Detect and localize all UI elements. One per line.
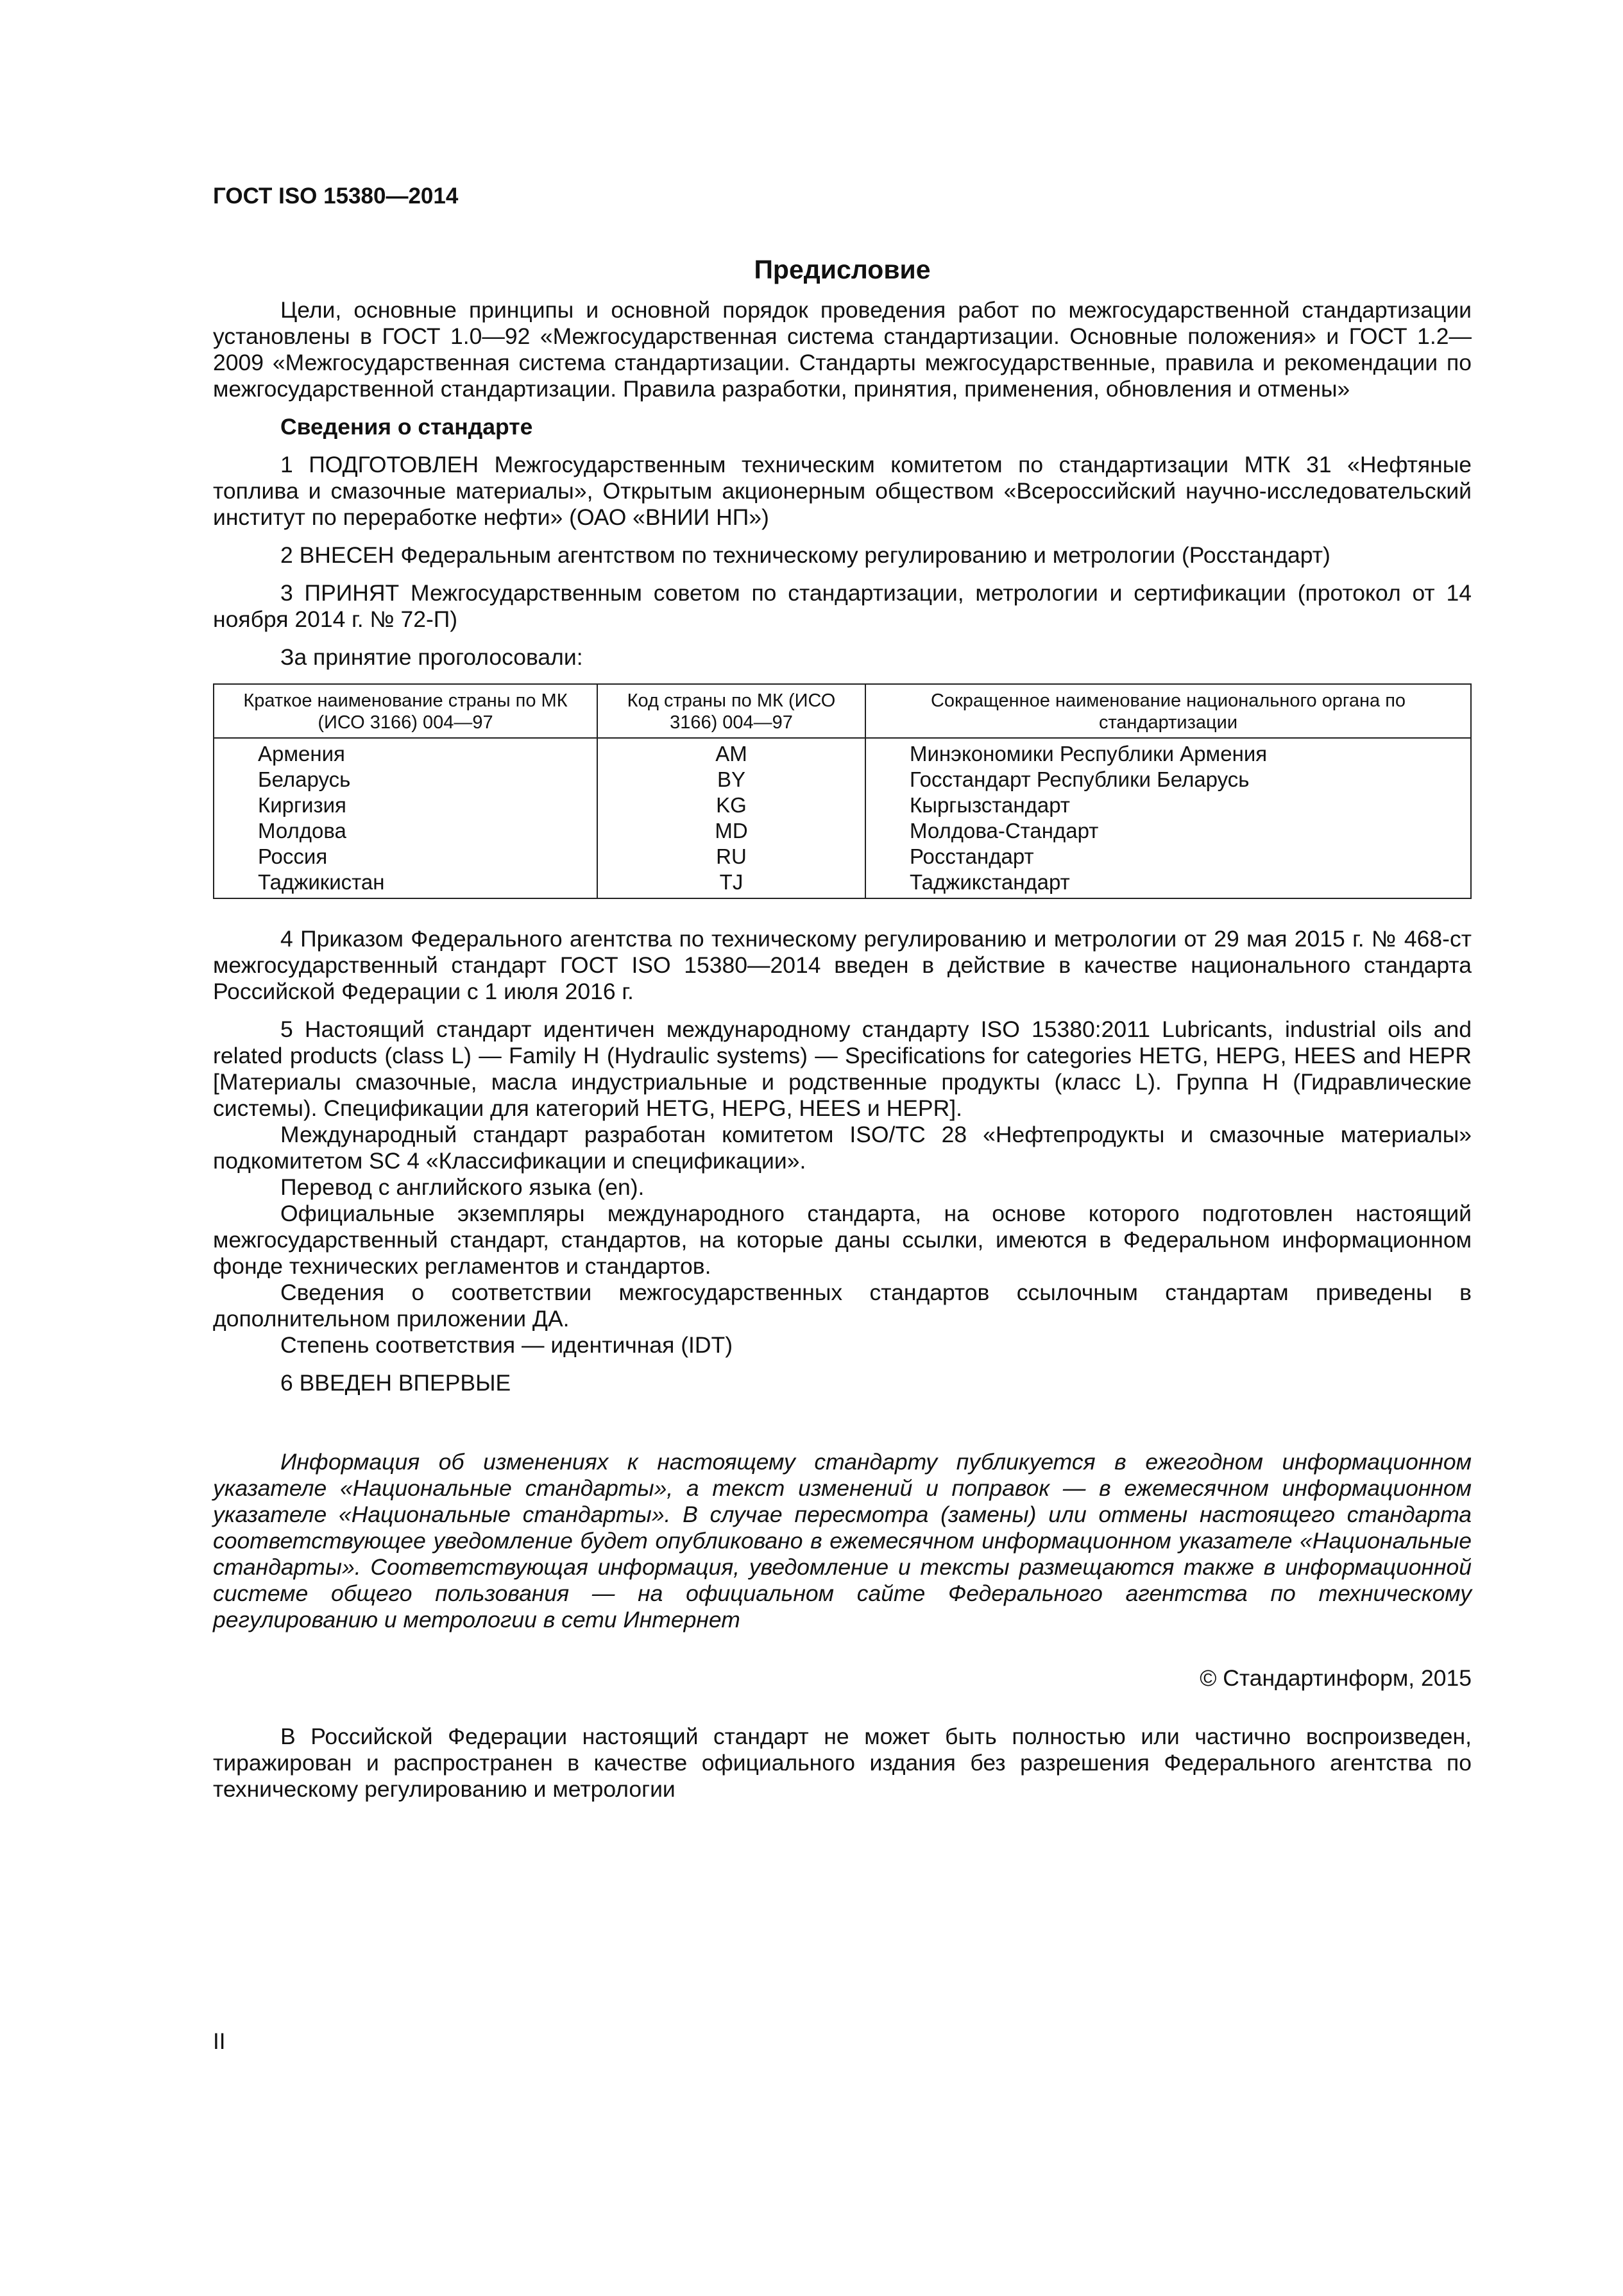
country-cell: Россия: [214, 844, 597, 870]
item-3-paragraph: 3 ПРИНЯТ Межгосударственным советом по стандартизации, метрологии и сертификации (протокол от 14 ноября 2014 г. № 72-П): [213, 580, 1472, 632]
code-cell: KG: [597, 792, 865, 818]
item-1-paragraph: 1 ПОДГОТОВЛЕН Межгосударственным техническим комитетом по стандартизации МТК 31 «Нефтяные топлива и смазочные материалы», Открытым акционерным обществом «Всероссийский научно-исследовательский институт по переработке нефти» (ОАО «ВНИИ НП»): [213, 452, 1472, 530]
item-2-paragraph: 2 ВНЕСЕН Федеральным агентством по техническому регулированию и метрологии (Росстандарт): [280, 542, 1330, 568]
code-cell: TJ: [597, 870, 865, 898]
standard-info-heading: Сведения о стандарте: [280, 414, 533, 440]
table-row: [214, 818, 1471, 844]
reproduction-rights-paragraph: В Российской Федерации настоящий стандарт не может быть полностью или частично воспроизведен, тиражирован и распространен в качестве официального издания без разрешения Федерального агентства по техническому регулированию и метрологии: [213, 1724, 1472, 1802]
body-cell: Кыргызстандарт: [865, 792, 1471, 818]
column-header-body: Сокращенное наименование национального органа по стандартизации: [865, 684, 1471, 738]
country-cell: Молдова: [214, 818, 597, 844]
body-cell: Минэкономики Республики Армения: [865, 738, 1471, 767]
item-6-paragraph: 6 ВВЕДЕН ВПЕРВЫЕ: [280, 1370, 511, 1396]
code-cell: BY: [597, 767, 865, 792]
table-row: [214, 792, 1471, 818]
body-cell: Росстандарт: [865, 844, 1471, 870]
item-5-committee-paragraph: Международный стандарт разработан комитетом ISO/TC 28 «Нефтепродукты и смазочные материалы» подкомитетом SC 4 «Классификации и спецификации».: [213, 1122, 1472, 1174]
item-5-conformity-paragraph: Сведения о соответствии межгосударственных стандартов ссылочным стандартам приведены в дополнительном приложении ДА.: [213, 1280, 1472, 1332]
body-cell: Молдова-Стандарт: [865, 818, 1471, 844]
country-cell: Армения: [214, 738, 597, 767]
item-5-translation-paragraph: Перевод с английского языка (en).: [280, 1174, 645, 1200]
body-cell: Таджикстандарт: [865, 870, 1471, 898]
document-code: ГОСТ ISO 15380—2014: [213, 184, 459, 209]
body-cell: Госстандарт Республики Беларусь: [865, 767, 1471, 792]
item-5-copies-paragraph: Официальные экземпляры международного стандарта, на основе которого подготовлен настоящий межгосударственный стандарт, стандартов, на которые даны ссылки, имеются в Федеральном информационном фонде технических регламентов и стандартов.: [213, 1201, 1472, 1279]
country-cell: Беларусь: [214, 767, 597, 792]
voting-table: [213, 683, 1472, 899]
table-header-row: [214, 684, 1471, 738]
page-number: II: [213, 2029, 226, 2054]
country-cell: Киргизия: [214, 792, 597, 818]
column-header-code: Код страны по МК (ИСО 3166) 004—97: [597, 684, 865, 738]
intro-paragraph: Цели, основные принципы и основной порядок проведения работ по межгосударственной стандартизации установлены в ГОСТ 1.0—92 «Межгосударственная система стандартизации. Основные положения» и ГОСТ 1.2—2009 «Межгосударственная система стандартизации. Стандарты межгосударственные, правила и рекомендации по межгосударственной стандартизации. Правила разработки, принятия, применения, обновления и отмены»: [213, 297, 1472, 402]
changes-notice: Информация об изменениях к настоящему стандарту публикуется в ежегодном информационном указателе «Национальные стандарты», а текст изменений и поправок — в ежемесячном информационном указателе «Национальные стандарты». В случае пересмотра (замены) или отмены настоящего стандарта соответствующее уведомление будет опубликовано в ежемесячном информационном указателе «Национальные стандарты». Соответствующая информация, уведомление и тексты размещаются также в информационной системе общего пользования — на официальном сайте Федерального агентства по техническому регулированию и метрологии в сети Интернет: [213, 1449, 1472, 1632]
table-row: [214, 767, 1471, 792]
code-cell: RU: [597, 844, 865, 870]
country-cell: Таджикистан: [214, 870, 597, 898]
column-header-country: Краткое наименование страны по МК (ИСО 3166) 004—97: [214, 684, 597, 738]
item-5-degree-paragraph: Степень соответствия — идентичная (IDT): [280, 1332, 733, 1358]
code-cell: AM: [597, 738, 865, 767]
code-cell: MD: [597, 818, 865, 844]
page-title: Предисловие: [754, 255, 931, 284]
foreword-section: [213, 253, 1472, 1803]
item-4-paragraph: 4 Приказом Федерального агентства по техническому регулированию и метрологии от 29 мая 2015 г. № 468-ст межгосударственный стандарт ГОСТ ISO 15380—2014 введен в действие в качестве национального стандарта Российской Федерации с 1 июля 2016 г.: [213, 926, 1472, 1004]
table-row: [214, 870, 1471, 898]
copyright-line: © Стандартинформ, 2015: [1200, 1665, 1472, 1691]
table-row: [214, 844, 1471, 870]
table-row: [214, 738, 1471, 767]
item-5-paragraph: 5 Настоящий стандарт идентичен международному стандарту ISO 15380:2011 Lubricants, industrial oils and related products (class L) — Family H (Hydraulic systems) — Specifications for categories HETG, HEPG, HEES and HEPR [Материалы смазочные, масла индустриальные и родственные продукты (класс L). Группа H (Гидравлические системы). Спецификации для категорий HETG, HEPG, HEES и HEPR].: [213, 1016, 1472, 1121]
voted-label: За принятие проголосовали:: [280, 644, 583, 670]
